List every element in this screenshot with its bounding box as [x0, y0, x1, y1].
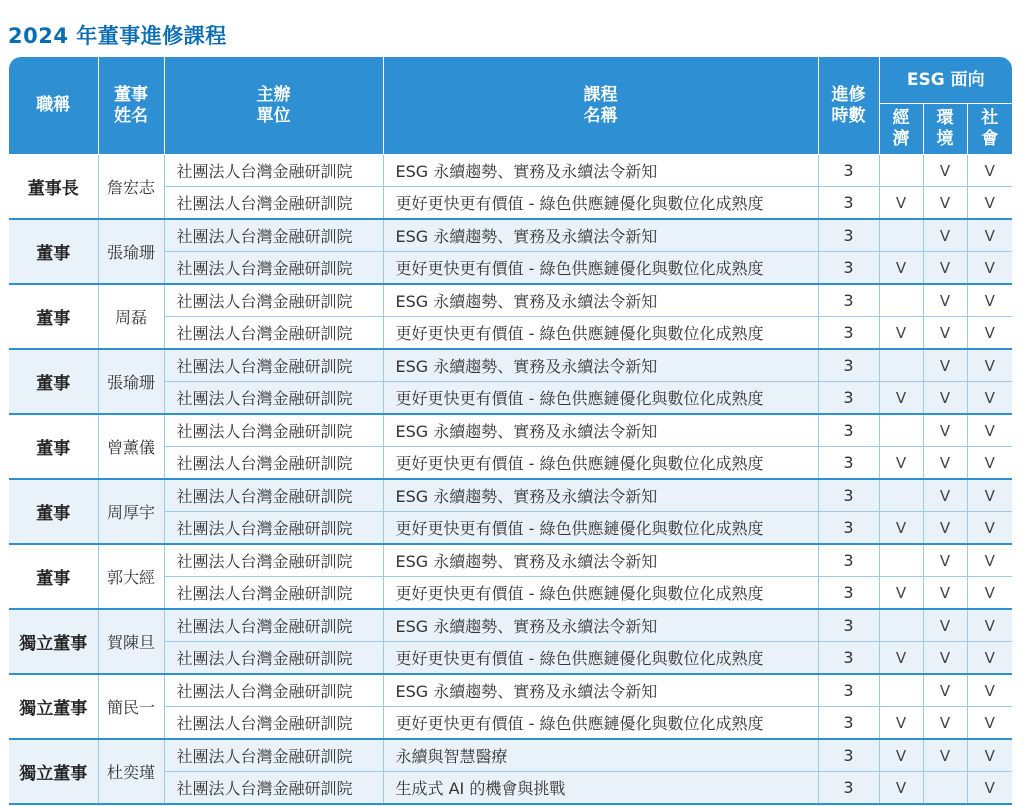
job-title-cell: 獨立董事 [9, 674, 98, 739]
esg-environment-cell: V [923, 219, 967, 252]
course-name-cell: 更好更快更有價值 - 綠色供應鏈優化與數位化成熟度 [383, 512, 818, 545]
esg-economic-cell: V [879, 187, 923, 220]
course-name-cell: 更好更快更有價值 - 綠色供應鏈優化與數位化成熟度 [383, 317, 818, 350]
esg-social-cell: V [967, 739, 1012, 772]
esg-environment-cell: V [923, 642, 967, 675]
table-row [9, 155, 1012, 187]
hours-cell: 3 [818, 284, 879, 317]
esg-environment-cell: V [923, 707, 967, 740]
header-director-name: 董事 姓名 [98, 57, 164, 155]
organizer-cell: 社團法人台灣金融研訓院 [164, 349, 383, 382]
esg-economic-cell: V [879, 382, 923, 415]
job-title-cell: 獨立董事 [9, 739, 98, 804]
course-name-cell: 永續與智慧醫療 [383, 739, 818, 772]
course-name-cell: ESG 永續趨勢、實務及永續法令新知 [383, 674, 818, 707]
esg-environment-cell: V [923, 155, 967, 187]
esg-environment-cell: V [923, 447, 967, 480]
header-esg-economic: 經 濟 [879, 104, 923, 155]
header-esg-group: ESG 面向 [879, 57, 1012, 104]
organizer-cell: 社團法人台灣金融研訓院 [164, 674, 383, 707]
hours-cell: 3 [818, 349, 879, 382]
esg-economic-cell: V [879, 707, 923, 740]
course-name-cell: 更好更快更有價值 - 綠色供應鏈優化與數位化成熟度 [383, 382, 818, 415]
director-name-cell: 周磊 [98, 284, 164, 349]
job-title-cell: 董事 [9, 414, 98, 479]
course-name-cell: ESG 永續趨勢、實務及永續法令新知 [383, 284, 818, 317]
course-name-cell: 更好更快更有價值 - 綠色供應鏈優化與數位化成熟度 [383, 187, 818, 220]
table-row [9, 739, 1012, 772]
hours-cell: 3 [818, 707, 879, 740]
job-title-cell: 董事 [9, 349, 98, 414]
organizer-cell: 社團法人台灣金融研訓院 [164, 512, 383, 545]
organizer-cell: 社團法人台灣金融研訓院 [164, 284, 383, 317]
esg-economic-cell [879, 479, 923, 512]
table-row [9, 479, 1012, 512]
organizer-cell: 社團法人台灣金融研訓院 [164, 707, 383, 740]
organizer-cell: 社團法人台灣金融研訓院 [164, 219, 383, 252]
esg-environment-cell: V [923, 577, 967, 610]
table-body [9, 155, 1012, 805]
job-title-cell: 董事 [9, 544, 98, 609]
esg-social-cell: V [967, 577, 1012, 610]
esg-social-cell: V [967, 707, 1012, 740]
esg-social-cell: V [967, 252, 1012, 285]
organizer-cell: 社團法人台灣金融研訓院 [164, 252, 383, 285]
esg-social-cell: V [967, 317, 1012, 350]
esg-economic-cell [879, 414, 923, 447]
table-row [9, 609, 1012, 642]
hours-cell: 3 [818, 252, 879, 285]
hours-cell: 3 [818, 577, 879, 610]
esg-social-cell: V [967, 219, 1012, 252]
organizer-cell: 社團法人台灣金融研訓院 [164, 609, 383, 642]
table-header [9, 57, 1012, 155]
course-name-cell: ESG 永續趨勢、實務及永續法令新知 [383, 349, 818, 382]
esg-environment-cell: V [923, 284, 967, 317]
esg-environment-cell: V [923, 609, 967, 642]
organizer-cell: 社團法人台灣金融研訓院 [164, 447, 383, 480]
esg-economic-cell: V [879, 577, 923, 610]
header-esg-environment: 環 境 [923, 104, 967, 155]
table-row [9, 674, 1012, 707]
course-name-cell: ESG 永續趨勢、實務及永續法令新知 [383, 219, 818, 252]
hours-cell: 3 [818, 642, 879, 675]
organizer-cell: 社團法人台灣金融研訓院 [164, 577, 383, 610]
hours-cell: 3 [818, 187, 879, 220]
course-name-cell: 更好更快更有價值 - 綠色供應鏈優化與數位化成熟度 [383, 252, 818, 285]
esg-environment-cell: V [923, 544, 967, 577]
table-row [9, 219, 1012, 252]
course-name-cell: 更好更快更有價值 - 綠色供應鏈優化與數位化成熟度 [383, 642, 818, 675]
esg-social-cell: V [967, 642, 1012, 675]
esg-economic-cell [879, 674, 923, 707]
hours-cell: 3 [818, 219, 879, 252]
esg-social-cell: V [967, 414, 1012, 447]
header-course-name: 課程 名稱 [383, 57, 818, 155]
esg-social-cell: V [967, 772, 1012, 805]
esg-environment-cell: V [923, 317, 967, 350]
course-name-cell: ESG 永續趨勢、實務及永續法令新知 [383, 609, 818, 642]
page-title: 2024 年董事進修課程 [8, 24, 227, 48]
hours-cell: 3 [818, 739, 879, 772]
esg-environment-cell: V [923, 479, 967, 512]
organizer-cell: 社團法人台灣金融研訓院 [164, 739, 383, 772]
course-name-cell: 更好更快更有價值 - 綠色供應鏈優化與數位化成熟度 [383, 707, 818, 740]
esg-environment-cell: V [923, 739, 967, 772]
course-name-cell: 更好更快更有價值 - 綠色供應鏈優化與數位化成熟度 [383, 447, 818, 480]
organizer-cell: 社團法人台灣金融研訓院 [164, 772, 383, 805]
esg-social-cell: V [967, 447, 1012, 480]
esg-economic-cell: V [879, 642, 923, 675]
hours-cell: 3 [818, 382, 879, 415]
esg-social-cell: V [967, 512, 1012, 545]
esg-social-cell: V [967, 155, 1012, 187]
director-name-cell: 郭大經 [98, 544, 164, 609]
job-title-cell: 董事 [9, 284, 98, 349]
esg-economic-cell [879, 609, 923, 642]
director-name-cell: 曾薰儀 [98, 414, 164, 479]
esg-economic-cell: V [879, 739, 923, 772]
hours-cell: 3 [818, 674, 879, 707]
esg-social-cell: V [967, 349, 1012, 382]
organizer-cell: 社團法人台灣金融研訓院 [164, 317, 383, 350]
esg-environment-cell: V [923, 382, 967, 415]
table-row [9, 349, 1012, 382]
director-name-cell: 杜奕瑾 [98, 739, 164, 804]
esg-environment-cell: V [923, 414, 967, 447]
table-row [9, 414, 1012, 447]
hours-cell: 3 [818, 479, 879, 512]
esg-social-cell: V [967, 609, 1012, 642]
organizer-cell: 社團法人台灣金融研訓院 [164, 544, 383, 577]
header-esg-social: 社 會 [967, 104, 1012, 155]
esg-environment-cell: V [923, 252, 967, 285]
esg-economic-cell: V [879, 252, 923, 285]
job-title-cell: 董事長 [9, 155, 98, 220]
esg-environment-cell: V [923, 512, 967, 545]
hours-cell: 3 [818, 609, 879, 642]
esg-economic-cell [879, 349, 923, 382]
esg-economic-cell [879, 219, 923, 252]
esg-social-cell: V [967, 544, 1012, 577]
director-name-cell: 張瑜珊 [98, 219, 164, 284]
director-name-cell: 張瑜珊 [98, 349, 164, 414]
training-table-container [9, 57, 1012, 805]
job-title-cell: 董事 [9, 219, 98, 284]
esg-social-cell: V [967, 382, 1012, 415]
esg-economic-cell: V [879, 317, 923, 350]
director-name-cell: 詹宏志 [98, 155, 164, 220]
header-hours: 進修 時數 [818, 57, 879, 155]
esg-economic-cell: V [879, 447, 923, 480]
course-name-cell: ESG 永續趨勢、實務及永續法令新知 [383, 544, 818, 577]
organizer-cell: 社團法人台灣金融研訓院 [164, 414, 383, 447]
organizer-cell: 社團法人台灣金融研訓院 [164, 382, 383, 415]
hours-cell: 3 [818, 155, 879, 187]
esg-environment-cell [923, 772, 967, 805]
hours-cell: 3 [818, 544, 879, 577]
esg-economic-cell: V [879, 772, 923, 805]
esg-social-cell: V [967, 674, 1012, 707]
esg-social-cell: V [967, 187, 1012, 220]
esg-environment-cell: V [923, 349, 967, 382]
esg-economic-cell [879, 155, 923, 187]
hours-cell: 3 [818, 317, 879, 350]
esg-social-cell: V [967, 284, 1012, 317]
hours-cell: 3 [818, 512, 879, 545]
course-name-cell: ESG 永續趨勢、實務及永續法令新知 [383, 414, 818, 447]
hours-cell: 3 [818, 447, 879, 480]
hours-cell: 3 [818, 772, 879, 805]
job-title-cell: 獨立董事 [9, 609, 98, 674]
esg-economic-cell: V [879, 512, 923, 545]
organizer-cell: 社團法人台灣金融研訓院 [164, 187, 383, 220]
course-name-cell: 更好更快更有價值 - 綠色供應鏈優化與數位化成熟度 [383, 577, 818, 610]
table-row [9, 284, 1012, 317]
course-name-cell: ESG 永續趨勢、實務及永續法令新知 [383, 479, 818, 512]
esg-environment-cell: V [923, 674, 967, 707]
header-job-title: 職稱 [9, 57, 98, 155]
esg-economic-cell [879, 284, 923, 317]
esg-environment-cell: V [923, 187, 967, 220]
director-name-cell: 簡民一 [98, 674, 164, 739]
organizer-cell: 社團法人台灣金融研訓院 [164, 479, 383, 512]
header-organizer: 主辦 單位 [164, 57, 383, 155]
director-name-cell: 賀陳旦 [98, 609, 164, 674]
course-name-cell: ESG 永續趨勢、實務及永續法令新知 [383, 155, 818, 187]
director-name-cell: 周厚宇 [98, 479, 164, 544]
course-name-cell: 生成式 AI 的機會與挑戰 [383, 772, 818, 805]
organizer-cell: 社團法人台灣金融研訓院 [164, 155, 383, 187]
esg-economic-cell [879, 544, 923, 577]
esg-social-cell: V [967, 479, 1012, 512]
hours-cell: 3 [818, 414, 879, 447]
table-row [9, 544, 1012, 577]
organizer-cell: 社團法人台灣金融研訓院 [164, 642, 383, 675]
training-table [9, 57, 1012, 805]
job-title-cell: 董事 [9, 479, 98, 544]
